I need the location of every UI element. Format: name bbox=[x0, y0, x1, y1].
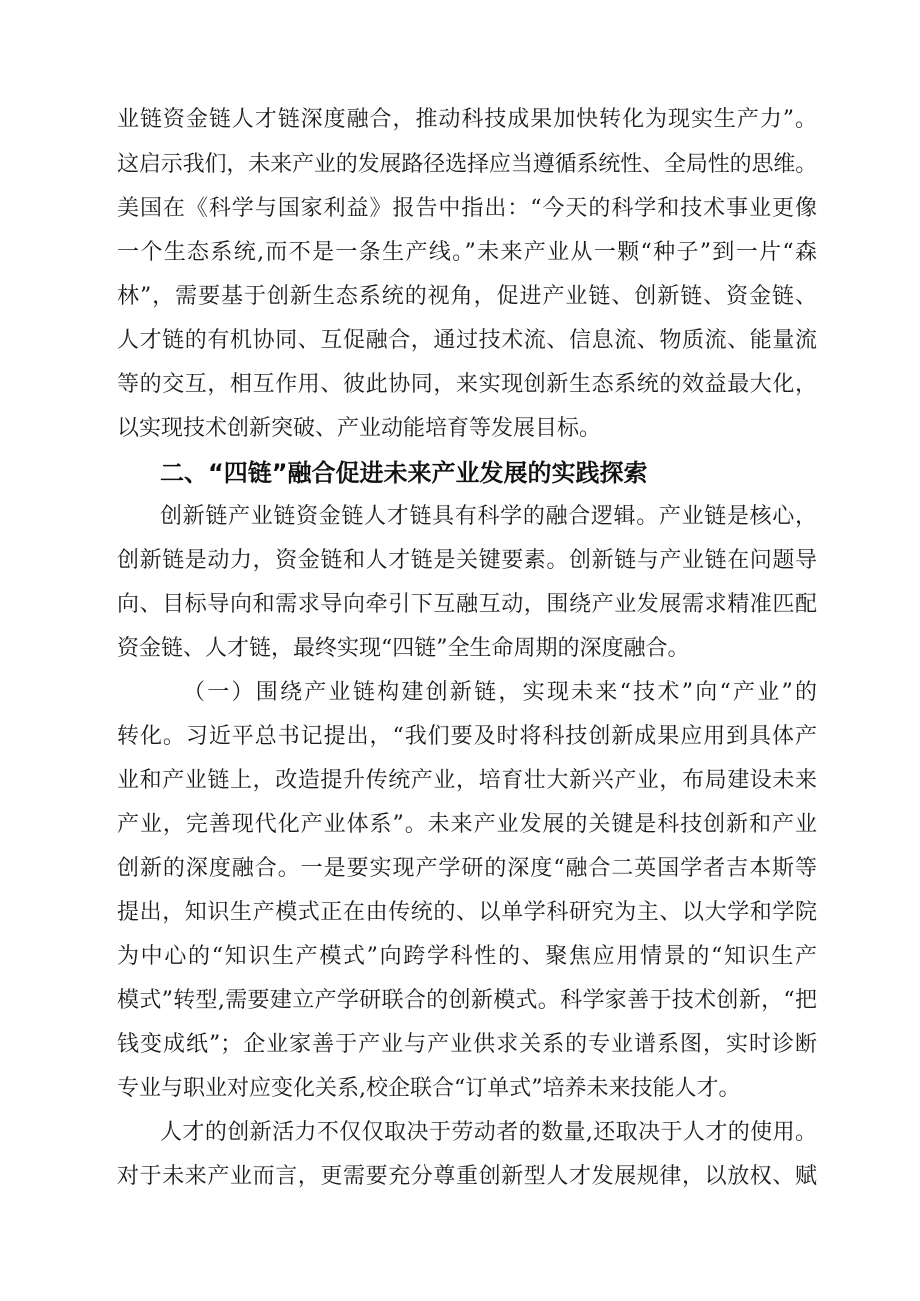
text-line: 以实现技术创新突破、产业动能培育等发展目标。 bbox=[117, 416, 602, 441]
text-line: 业和产业链上，改造提升传统产业，培育壮大新兴产业，布局建设未来 bbox=[117, 768, 817, 793]
text-line: 业链资金链人才链深度融合，推动科技成果加快转化为现实生产力”。 bbox=[117, 107, 817, 132]
text-line: 提出，知识生产模式正在由传统的、以单学科研究为主、以大学和学院 bbox=[117, 900, 817, 925]
text-line: 转化。习近平总书记提出，“我们要及时将科技创新成果应用到具体产 bbox=[117, 724, 817, 749]
text-line: 这启示我们，未来产业的发展路径选择应当遵循系统性、全局性的思维。 bbox=[117, 152, 817, 177]
text-line: 等的交互，相互作用、彼此协同，来实现创新生态系统的效益最大化， bbox=[117, 372, 817, 397]
text-line: 专业与职业对应变化关系,校企联合“订单式”培养未来技能人才。 bbox=[117, 1076, 741, 1101]
text-line: （一）围绕产业链构建创新链，实现未来“技术”向“产业”的 bbox=[183, 680, 817, 705]
text-line: 资金链、人才链，最终实现“四链”全生命周期的深度融合。 bbox=[117, 636, 690, 661]
text-line: 林”，需要基于创新生态系统的视角，促进产业链、创新链、资金链、 bbox=[117, 284, 817, 309]
text-line: 模式”转型,需要建立产学研联合的创新模式。科学家善于技术创新，“把 bbox=[117, 988, 817, 1013]
text-line: 为中心的“知识生产模式”向跨学科性的、聚焦应用情景的“知识生产 bbox=[117, 944, 817, 969]
text-line: 创新链是动力，资金链和人才链是关键要素。创新链与产业链在问题导 bbox=[117, 548, 817, 573]
text-line: 对于未来产业而言，更需要充分尊重创新型人才发展规律，以放权、赋 bbox=[117, 1164, 817, 1189]
text-line: 钱变成纸”；企业家善于产业与产业供求关系的专业谱系图，实时诊断 bbox=[117, 1032, 817, 1057]
section-heading: 二、“四链”融合促进未来产业发展的实践探索 bbox=[160, 459, 648, 487]
text-line: 美国在《科学与国家利益》报告中指出：“今天的科学和技术事业更像 bbox=[117, 196, 817, 221]
text-line: 创新的深度融合。一是要实现产学研的深度“融合二英国学者吉本斯等 bbox=[117, 856, 817, 881]
text-line: 人才的创新活力不仅仅取决于劳动者的数量,还取决于人才的使用。 bbox=[160, 1120, 817, 1145]
text-line: 人才链的有机协同、互促融合，通过技术流、信息流、物质流、能量流 bbox=[117, 328, 817, 353]
text-line: 一个生态系统,而不是一条生产线。”未来产业从一颗“种子”到一片“森 bbox=[117, 240, 817, 265]
text-line: 产业，完善现代化产业体系”。未来产业发展的关键是科技创新和产业 bbox=[117, 812, 817, 837]
text-line: 向、目标导向和需求导向牵引下互融互动，围绕产业发展需求精准匹配 bbox=[117, 592, 817, 617]
text-line: 创新链产业链资金链人才链具有科学的融合逻辑。产业链是核心， bbox=[160, 504, 817, 529]
